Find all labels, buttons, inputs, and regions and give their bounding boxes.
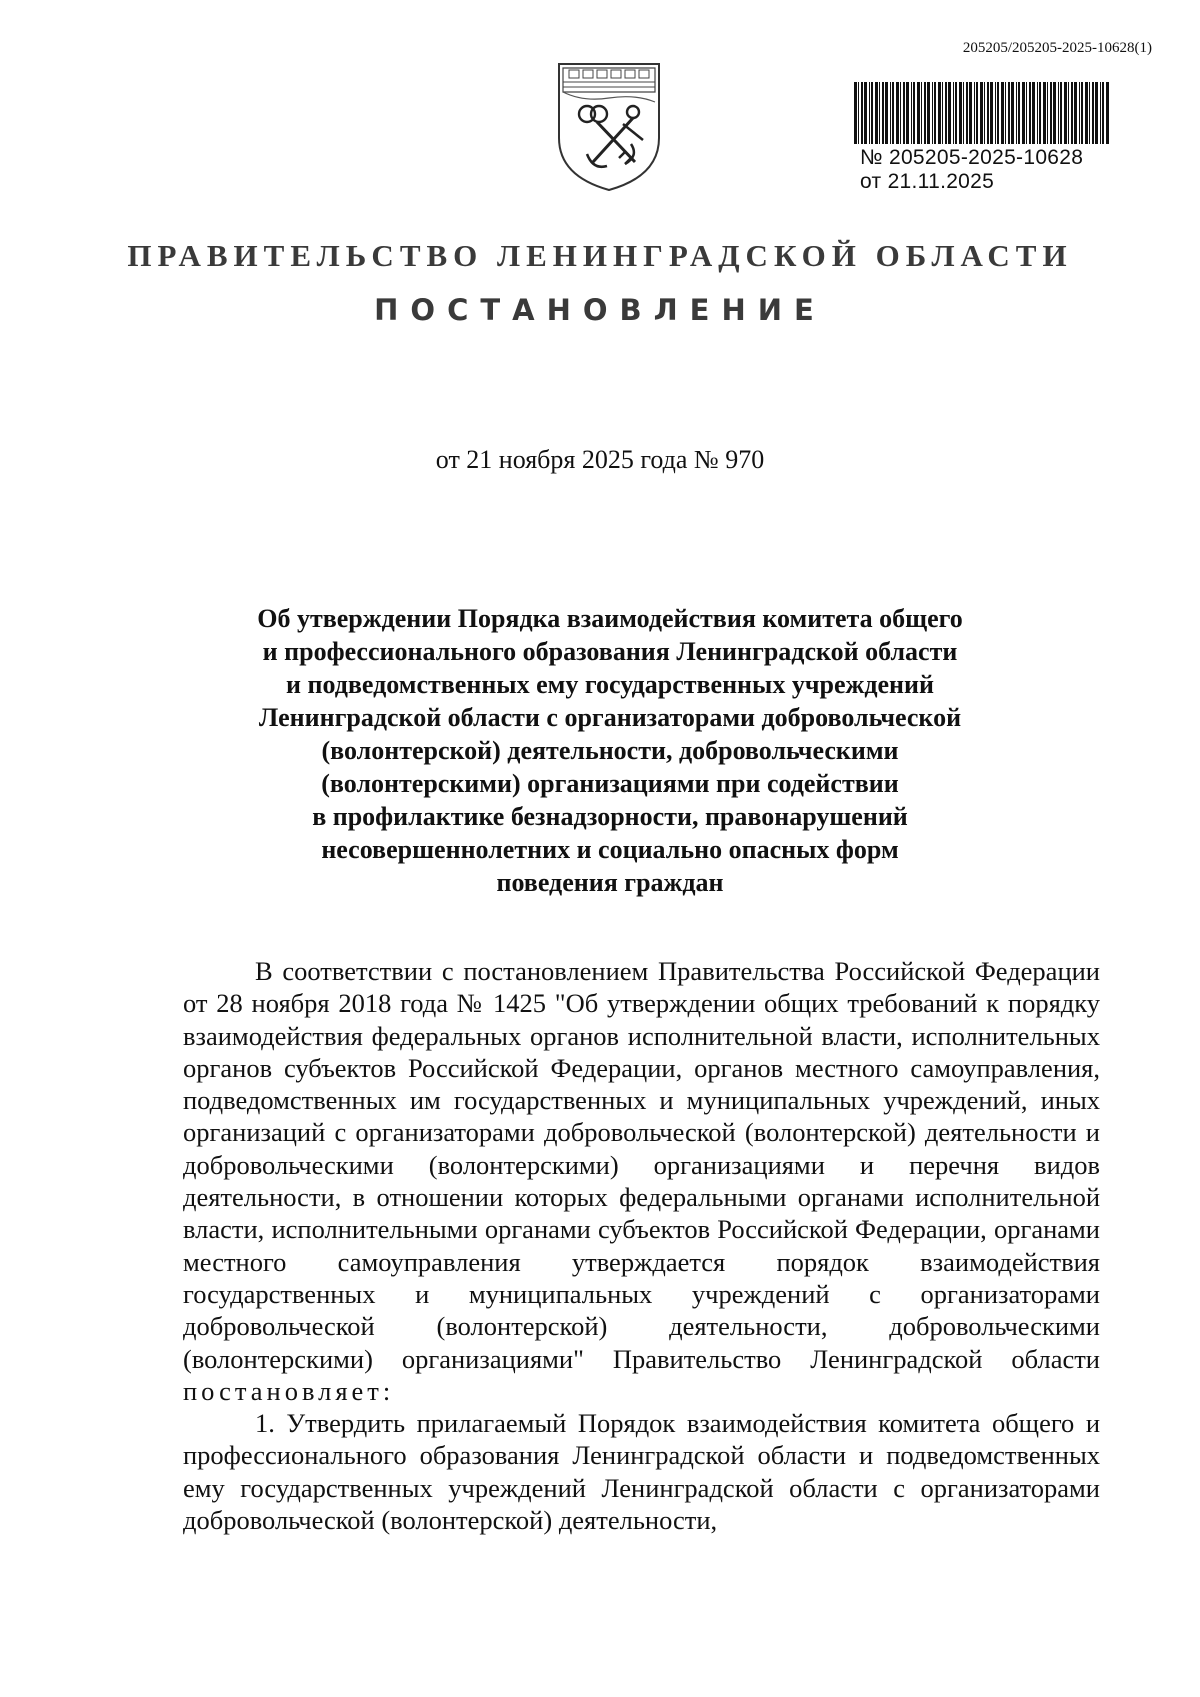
heading-line: Ленинградской области с организаторами добровольческой — [258, 703, 962, 732]
barcode-bar — [885, 82, 888, 144]
barcode-bar — [1008, 82, 1010, 144]
registration-number: № 205205-2025-10628 — [860, 146, 1084, 169]
barcode-bar — [900, 82, 901, 144]
document-type: ПОСТАНОВЛЕНИЕ — [374, 293, 826, 327]
barcode-bar — [917, 82, 920, 144]
barcode-bar — [892, 82, 894, 144]
barcode-bar — [903, 82, 905, 144]
barcode-bar — [1071, 82, 1073, 144]
authority-title: ПРАВИТЕЛЬСТВО ЛЕНИНГРАДСКОЙ ОБЛАСТИ — [127, 238, 1073, 273]
barcode-bar — [1022, 82, 1025, 144]
document-reference-id: 205205/205205-2025-10628(1) — [962, 40, 1152, 56]
barcode-bar — [1074, 82, 1077, 144]
barcode-bar — [1100, 82, 1101, 144]
barcode-bar — [1026, 82, 1027, 144]
coat-of-arms-icon — [553, 58, 665, 194]
barcode-bar — [927, 82, 930, 144]
barcode-bar — [869, 82, 870, 144]
barcode-bar — [1043, 82, 1046, 144]
barcode-bar — [997, 82, 999, 144]
heading-line: (волонтерскими) организациями при содействии — [321, 769, 899, 798]
barcode-bar — [896, 82, 899, 144]
heading-line: несовершеннолетних и социально опасных форм — [321, 835, 899, 864]
barcode-bar — [974, 82, 975, 144]
barcode-bar — [1089, 82, 1090, 144]
barcode-icon — [852, 82, 1114, 144]
heading-line: и подведомственных ему государственных учреждений — [285, 670, 934, 699]
barcode-bar — [934, 82, 936, 144]
barcode-bar — [879, 82, 880, 144]
heading-line: Об утверждении Порядка взаимодействия комитета общего — [257, 604, 963, 633]
registration-block — [852, 82, 1122, 194]
document-body — [183, 955, 1100, 1536]
resolves-word: постановляет: — [183, 1375, 395, 1406]
preamble-text: В соответствии с постановлением Правительства Российской Федерации от 28 ноября 2018 года № 1425 "Об утверждении общих требований к порядку взаимодействия федеральных органов исполнительной власти, исполнительных органов субъектов Российской Федерации, органов местного самоуправления, подведомственных им государственных и муниципальных учреждений, иных организаций с организаторами добровольческой (волонтерской) деятельности и добровольческими (волонтерскими) организациями и перечня видов деятельности, в отношении которых федеральными органами исполнительной власти, исполнительными органами субъектов Российской Федерации, органами местного самоуправления утверждается порядок взаимодействия государственных и муниципальных учреждений с организаторами добровольческой (волонтерской) деятельности, добровольческими (волонтерскими) организациями" Правительство Ленинградской области — [183, 956, 1100, 1374]
barcode-bar — [1102, 82, 1104, 144]
barcode-bar — [875, 82, 878, 144]
barcode-bar — [864, 82, 867, 144]
barcode-bar — [1081, 82, 1083, 144]
barcode-bar — [1068, 82, 1069, 144]
preamble-paragraph — [183, 955, 1100, 1407]
barcode-bar — [1001, 82, 1004, 144]
document-heading — [200, 602, 1020, 899]
barcode-bar — [945, 82, 947, 144]
document-date-number: от 21 ноября 2025 года № 970 — [435, 445, 765, 474]
barcode-bar — [854, 82, 857, 144]
barcode-bar — [995, 82, 996, 144]
heading-line: и профессионального образования Ленинградской области — [262, 637, 958, 666]
barcode-bar — [953, 82, 954, 144]
barcode-bar — [976, 82, 978, 144]
barcode-bar — [1095, 82, 1098, 144]
barcode-bar — [1016, 82, 1017, 144]
barcode-bar — [1064, 82, 1067, 144]
barcode-bar — [932, 82, 933, 144]
barcode-bar — [882, 82, 884, 144]
barcode-bar — [911, 82, 912, 144]
barcode-bar — [938, 82, 941, 144]
barcode-bar — [963, 82, 964, 144]
barcode-bar — [871, 82, 873, 144]
barcode-bar — [861, 82, 863, 144]
barcode-bar — [921, 82, 922, 144]
item-1-paragraph: 1. Утвердить прилагаемый Порядок взаимодействия комитета общего и профессионального образования Ленинградской области и подведомственных ему государственных учреждений Ленинградской области с организаторами добровольческой (волонтерской) деятельности, — [183, 1408, 1100, 1536]
barcode-bar — [1085, 82, 1088, 144]
heading-line: (волонтерской) деятельности, добровольческими — [321, 736, 899, 765]
barcode-bar — [1053, 82, 1056, 144]
barcode-bar — [1079, 82, 1080, 144]
barcode-bar — [1011, 82, 1014, 144]
barcode-bar — [959, 82, 962, 144]
barcode-bar — [913, 82, 915, 144]
barcode-bar — [984, 82, 985, 144]
barcode-bar — [1039, 82, 1041, 144]
barcode-bar — [942, 82, 943, 144]
barcode-bar — [906, 82, 909, 144]
barcode-bar — [948, 82, 951, 144]
heading-line: в профилактике безнадзорности, правонарушений — [312, 802, 908, 831]
barcode-bar — [1018, 82, 1020, 144]
barcode-bar — [858, 82, 859, 144]
barcode-bar — [1058, 82, 1059, 144]
heading-line: поведения граждан — [496, 868, 724, 897]
barcode-bar — [969, 82, 972, 144]
barcode-bar — [980, 82, 983, 144]
barcode-bar — [1037, 82, 1038, 144]
barcode-bar — [1047, 82, 1048, 144]
barcode-bar — [1029, 82, 1031, 144]
barcode-bar — [1005, 82, 1006, 144]
barcode-bar — [1060, 82, 1062, 144]
barcode-bar — [1050, 82, 1052, 144]
barcode-bar — [987, 82, 989, 144]
barcode-bar — [955, 82, 957, 144]
barcode-bar — [1092, 82, 1094, 144]
barcode-bar — [990, 82, 993, 144]
barcode-bar — [924, 82, 926, 144]
barcode-bar — [890, 82, 891, 144]
registration-date: от 21.11.2025 — [860, 170, 995, 193]
barcode-bar — [966, 82, 968, 144]
barcode-bar — [1106, 82, 1109, 144]
barcode-bar — [1032, 82, 1035, 144]
